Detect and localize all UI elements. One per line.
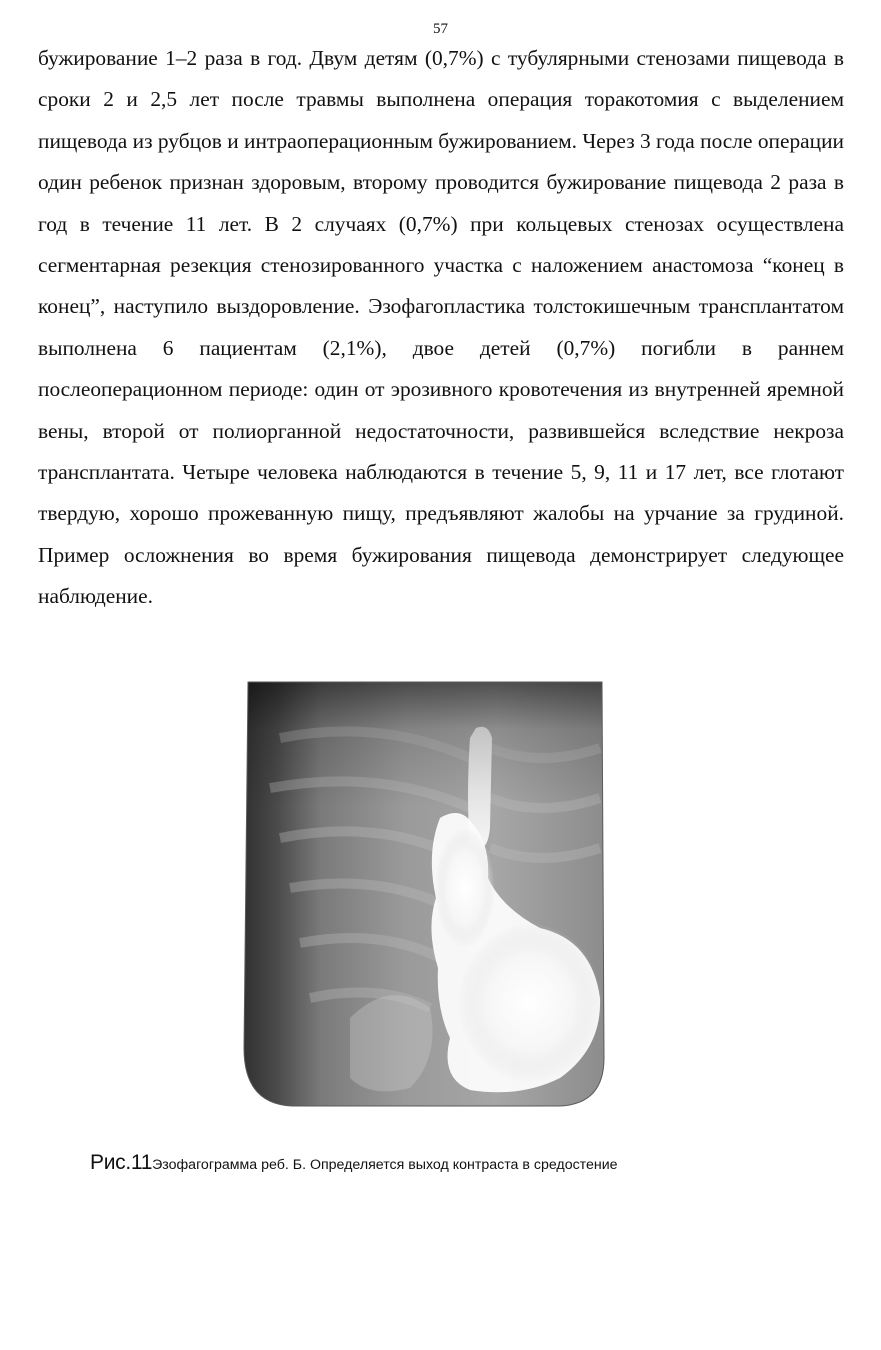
- page-number: 57: [433, 21, 448, 37]
- figure-caption: [90, 1148, 850, 1180]
- esophagogram-xray-image: [240, 678, 606, 1108]
- figure-label: Рис.11: [90, 1151, 153, 1174]
- body-paragraph: бужирование 1–2 раза в год. Двум детям (0,7%) с тубулярными стенозами пищевода в сроки 2 и 2,5 лет после травмы выполнена операция торакотомия с выделением пищевода из рубцов и интраоперационным бужированием. Через 3 года после операции один ребенок признан здоровым, второму проводится бужирование пищевода 2 раза в год в течение 11 лет. В 2 случаях (0,7%) при кольцевых стенозах осуществлена сегментарная резекция стенозированного участка с наложением анастомоза “конец в конец”, наступило выздоровление. Эзофагопластика толстокишечным трансплантатом выполнена 6 пациентам (2,1%), двое детей (0,7%) погибли в раннем послеоперационном периоде: один от эрозивного кровотечения из внутренней яремной вены, второй от полиорганной недостаточности, развившейся вследствие некроза трансплантата. Четыре человека наблюдаются в течение 5, 9, 11 и 17 лет, все глотают твердую, хорошо прожеванную пищу, предъявляют жалобы на урчание за грудиной. Пример осложнения во время бужирования пищевода демонстрирует следующее наблюдение.: [38, 46, 844, 609]
- figure-caption-text: Эзофагограмма реб. Б. Определяется выход контраста в средостение: [152, 1157, 618, 1173]
